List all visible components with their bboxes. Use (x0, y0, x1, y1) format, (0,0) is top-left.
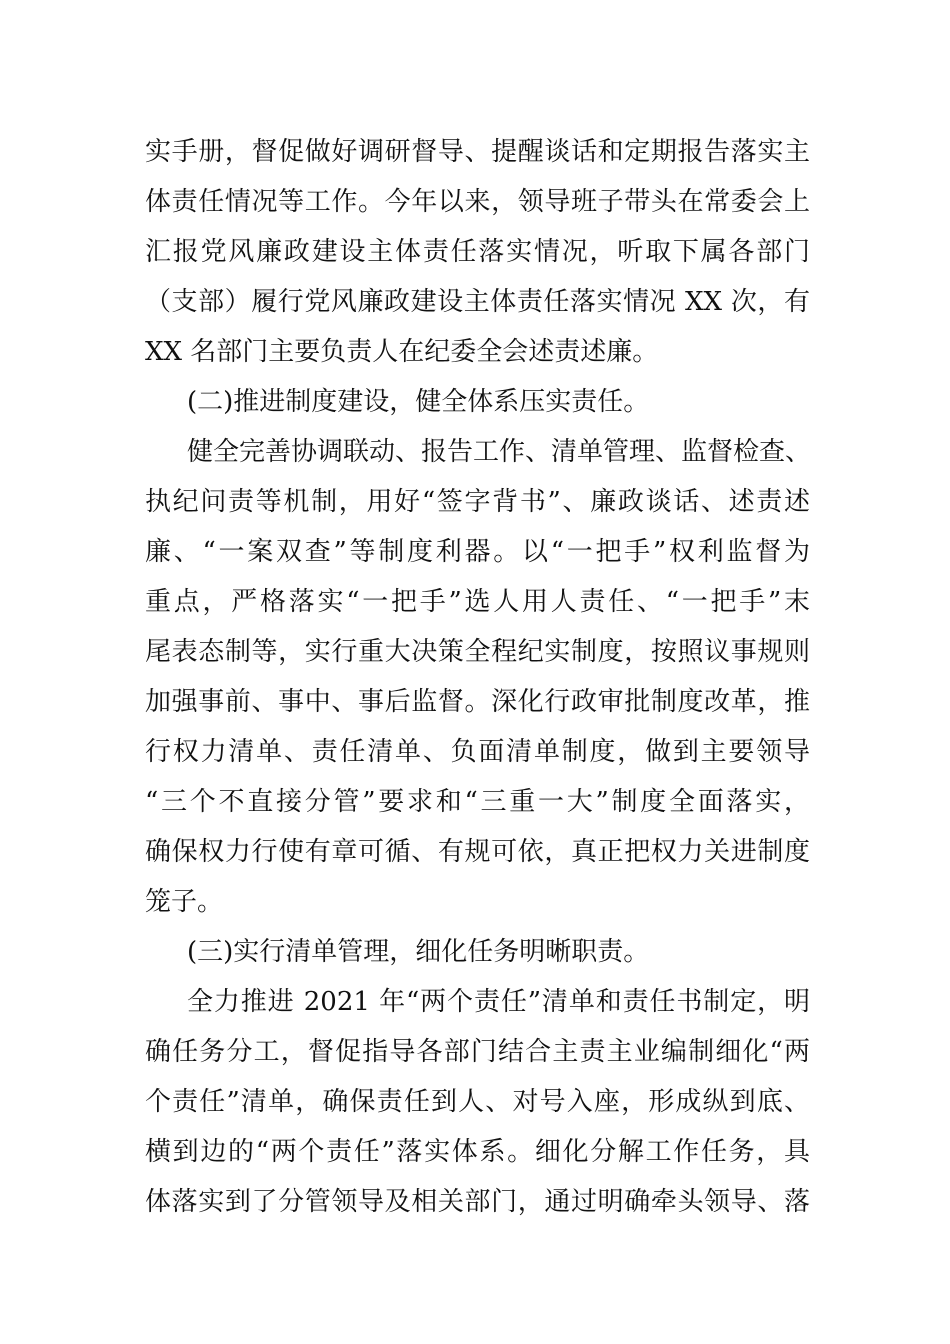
text-line: 确保权力行使有章可循、有规可依，真正把权力关进制度 (145, 837, 810, 867)
text-line: 重点，严格落实“一把手”选人用人责任、“一把手”末 (145, 587, 810, 617)
text-line: 执纪问责等机制，用好“签字背书”、廉政谈话、述责述 (145, 487, 810, 517)
text-line: 体责任情况等工作。今年以来，领导班子带头在常委会上 (145, 187, 810, 217)
text-line: 个责任”清单，确保责任到人、对号入座，形成纵到底、 (145, 1087, 810, 1117)
text-line: （支部）履行党风廉政建设主体责任落实情况 XX 次，有 (145, 287, 810, 317)
text-line: 健全完善协调联动、报告工作、清单管理、监督检查、 (187, 437, 812, 467)
text-line: 行权力清单、责任清单、负面清单制度，做到主要领导 (145, 737, 810, 767)
text-line: “三个不直接分管”要求和“三重一大”制度全面落实， (145, 787, 810, 817)
text-line: XX 名部门主要负责人在纪委全会述责述廉。 (145, 337, 659, 367)
text-line: 横到边的“两个责任”落实体系。细化分解工作任务，具 (145, 1137, 810, 1167)
section-heading: (二)推进制度建设，健全体系压实责任。 (187, 387, 650, 417)
text-line: 尾表态制等，实行重大决策全程纪实制度，按照议事规则 (145, 637, 810, 667)
text-line: 全力推进 2021 年“两个责任”清单和责任书制定，明 (187, 987, 810, 1017)
text-line: 体落实到了分管领导及相关部门，通过明确牵头领导、落 (145, 1187, 810, 1217)
section-heading: (三)实行清单管理，细化任务明晰职责。 (187, 937, 650, 967)
text-line: 实手册，督促做好调研督导、提醒谈话和定期报告落实主 (145, 137, 810, 167)
text-line: 廉、“一案双查”等制度利器。以“一把手”权利监督为 (145, 537, 810, 567)
text-line: 确任务分工，督促指导各部门结合主责主业编制细化“两 (145, 1037, 810, 1067)
text-line: 加强事前、事中、事后监督。深化行政审批制度改革，推 (145, 687, 810, 717)
text-line: 笼子。 (145, 887, 224, 917)
text-line: 汇报党风廉政建设主体责任落实情况，听取下属各部门 (145, 237, 810, 267)
